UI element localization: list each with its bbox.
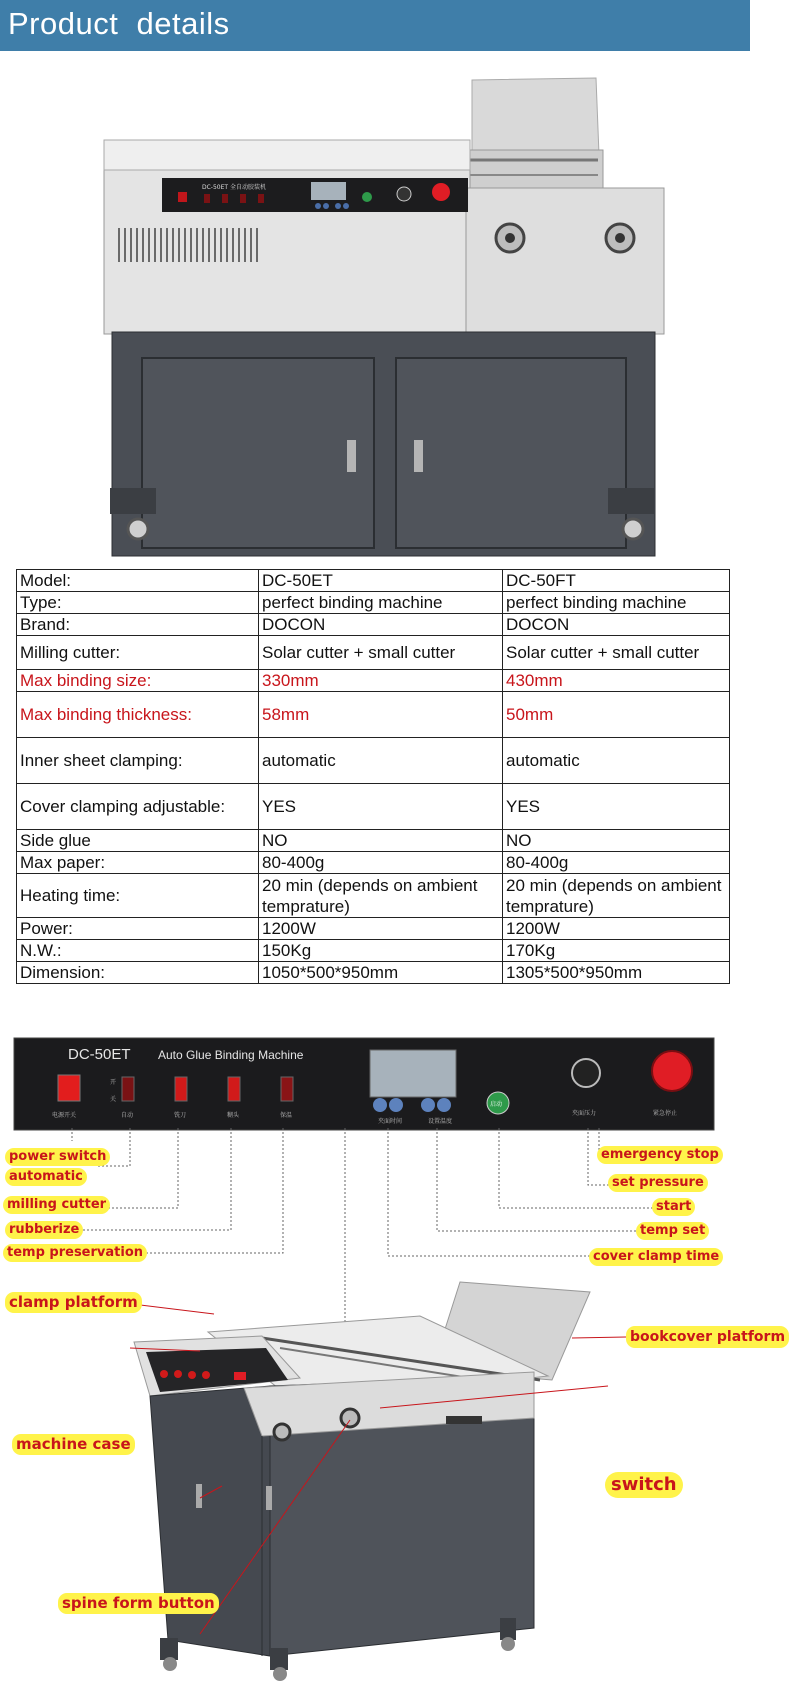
specs-row xyxy=(17,670,730,692)
automatic-switch-label: 自动 xyxy=(121,1112,134,1119)
door-handle-right xyxy=(414,440,423,472)
right-housing xyxy=(466,188,664,334)
spec-value-dc50et: 1050*500*950mm xyxy=(259,962,503,984)
callout-bookcover-platform: bookcover platform xyxy=(626,1326,789,1348)
spec-value-dc50ft: 170Kg xyxy=(503,940,730,962)
callout-emergency-stop: emergency stop xyxy=(597,1146,723,1164)
cabinet-door-right xyxy=(396,358,626,548)
automatic-switch-icon xyxy=(122,1077,134,1101)
spec-label: Side glue xyxy=(17,830,259,852)
off-label: 关 xyxy=(110,1096,117,1103)
specs-row xyxy=(17,692,730,738)
callout-machine-case: machine case xyxy=(12,1434,135,1455)
front-panel-angled xyxy=(146,1348,288,1392)
specs-row xyxy=(17,940,730,962)
milling-cutter-switch-icon xyxy=(175,1077,187,1101)
specs-table xyxy=(16,569,730,984)
spec-label: Max binding thickness: xyxy=(17,692,259,738)
spec-value-dc50et: 150Kg xyxy=(259,940,503,962)
spec-value-dc50ft: 1200W xyxy=(503,918,730,940)
spec-label: Inner sheet clamping: xyxy=(17,738,259,784)
milling-cutter-switch-label: 铣刀 xyxy=(174,1112,187,1119)
caster-left xyxy=(128,519,148,539)
clamp-time-label: 夹面时间 xyxy=(378,1118,403,1125)
spec-value-dc50ft: DOCON xyxy=(503,614,730,636)
on-label: 开 xyxy=(110,1079,117,1086)
spec-value-dc50et: 80-400g xyxy=(259,852,503,874)
specs-row xyxy=(17,636,730,670)
spec-label: Power: xyxy=(17,918,259,940)
spec-value-dc50ft: 50mm xyxy=(503,692,730,738)
temp-preservation-switch-label: 保温 xyxy=(280,1112,293,1119)
spec-value-dc50ft: YES xyxy=(503,784,730,830)
spec-value-dc50et: NO xyxy=(259,830,503,852)
emergency-stop-icon xyxy=(652,1051,692,1091)
spec-value-dc50et: Solar cutter + small cutter xyxy=(259,636,503,670)
caster-right xyxy=(623,519,643,539)
callout-temp-set: temp set xyxy=(636,1222,709,1240)
specs-row xyxy=(17,874,730,918)
spec-value-dc50et: perfect binding machine xyxy=(259,592,503,614)
lcd-display xyxy=(370,1050,456,1097)
clamp-time-button-icon xyxy=(373,1098,387,1112)
door-handle-left xyxy=(347,440,356,472)
spec-value-dc50et: DC-50ET xyxy=(259,570,503,592)
pressure-label: 夹面压力 xyxy=(572,1110,597,1117)
rubberize-switch-label: 糊头 xyxy=(227,1112,240,1119)
control-panel-title: Auto Glue Binding Machine xyxy=(158,1048,304,1062)
front-estop-icon xyxy=(432,183,450,201)
spec-value-dc50ft: DC-50FT xyxy=(503,570,730,592)
spec-label: Max paper: xyxy=(17,852,259,874)
estop-label: 紧急停止 xyxy=(653,1110,678,1117)
specs-row xyxy=(17,738,730,784)
spec-value-dc50et: DOCON xyxy=(259,614,503,636)
spec-value-dc50et: YES xyxy=(259,784,503,830)
callout-set-pressure: set pressure xyxy=(608,1174,708,1192)
spec-label: N.W.: xyxy=(17,940,259,962)
start-label: 启动 xyxy=(490,1101,503,1108)
callout-power-switch: power switch xyxy=(5,1148,110,1166)
specs-row xyxy=(17,614,730,636)
callout-milling-cutter: milling cutter xyxy=(3,1196,110,1214)
spec-value-dc50ft: 20 min (depends on ambient temprature) xyxy=(503,874,730,918)
spec-value-dc50ft: 1305*500*950mm xyxy=(503,962,730,984)
specs-row xyxy=(17,784,730,830)
cabinet-door-left xyxy=(142,358,374,548)
callout-cover-clamp-time: cover clamp time xyxy=(589,1248,723,1266)
temp-preservation-switch-icon xyxy=(281,1077,293,1101)
temp-set-button-icon xyxy=(421,1098,435,1112)
spine-form-knob xyxy=(341,1409,359,1427)
control-panel-model: DC-50ET xyxy=(68,1046,131,1063)
spec-label: Model: xyxy=(17,570,259,592)
spec-value-dc50ft: Solar cutter + small cutter xyxy=(503,636,730,670)
callout-temp-preservation: temp preservation xyxy=(3,1244,147,1262)
spec-label: Milling cutter: xyxy=(17,636,259,670)
spec-label: Heating time: xyxy=(17,874,259,918)
spec-label: Cover clamping adjustable: xyxy=(17,784,259,830)
spec-value-dc50et: 330mm xyxy=(259,670,503,692)
specs-row xyxy=(17,918,730,940)
spec-label: Max binding size: xyxy=(17,670,259,692)
spec-value-dc50et: 1200W xyxy=(259,918,503,940)
spec-label: Brand: xyxy=(17,614,259,636)
spec-label: Dimension: xyxy=(17,962,259,984)
product-details-banner xyxy=(0,0,750,51)
left-housing xyxy=(104,146,470,334)
cabinet-base-left xyxy=(110,488,156,514)
specs-row xyxy=(17,962,730,984)
power-switch-icon xyxy=(58,1075,80,1101)
specs-row xyxy=(17,852,730,874)
spec-value-dc50et: 58mm xyxy=(259,692,503,738)
front-panel-model: DC-50ET 全自动胶装机 xyxy=(202,184,266,191)
spec-value-dc50et: 20 min (depends on ambient temprature) xyxy=(259,874,503,918)
specs-row xyxy=(17,570,730,592)
spec-value-dc50ft: automatic xyxy=(503,738,730,784)
cabinet-angle-left xyxy=(150,1386,270,1656)
rubberize-switch-icon xyxy=(228,1077,240,1101)
power-switch-label: 电源开关 xyxy=(52,1112,77,1119)
spec-value-dc50ft: 430mm xyxy=(503,670,730,692)
callout-spine-form-button: spine form button xyxy=(58,1593,219,1614)
spec-value-dc50et: automatic xyxy=(259,738,503,784)
banner-title: Product details xyxy=(8,6,230,41)
callout-automatic: automatic xyxy=(5,1168,87,1186)
callout-switch: switch xyxy=(605,1472,683,1498)
specs-row xyxy=(17,592,730,614)
cabinet-base-right xyxy=(608,488,654,514)
spec-value-dc50ft: perfect binding machine xyxy=(503,592,730,614)
callout-start: start xyxy=(652,1198,695,1216)
specs-row xyxy=(17,830,730,852)
callout-clamp-platform: clamp platform xyxy=(5,1292,142,1313)
spec-label: Type: xyxy=(17,592,259,614)
spec-value-dc50ft: NO xyxy=(503,830,730,852)
pressure-knob-icon xyxy=(572,1059,600,1087)
temp-set-label: 设置温度 xyxy=(428,1118,453,1125)
spec-value-dc50ft: 80-400g xyxy=(503,852,730,874)
callout-rubberize: rubberize xyxy=(5,1221,83,1239)
product-photo-front xyxy=(0,70,750,550)
top-rail xyxy=(465,150,603,192)
